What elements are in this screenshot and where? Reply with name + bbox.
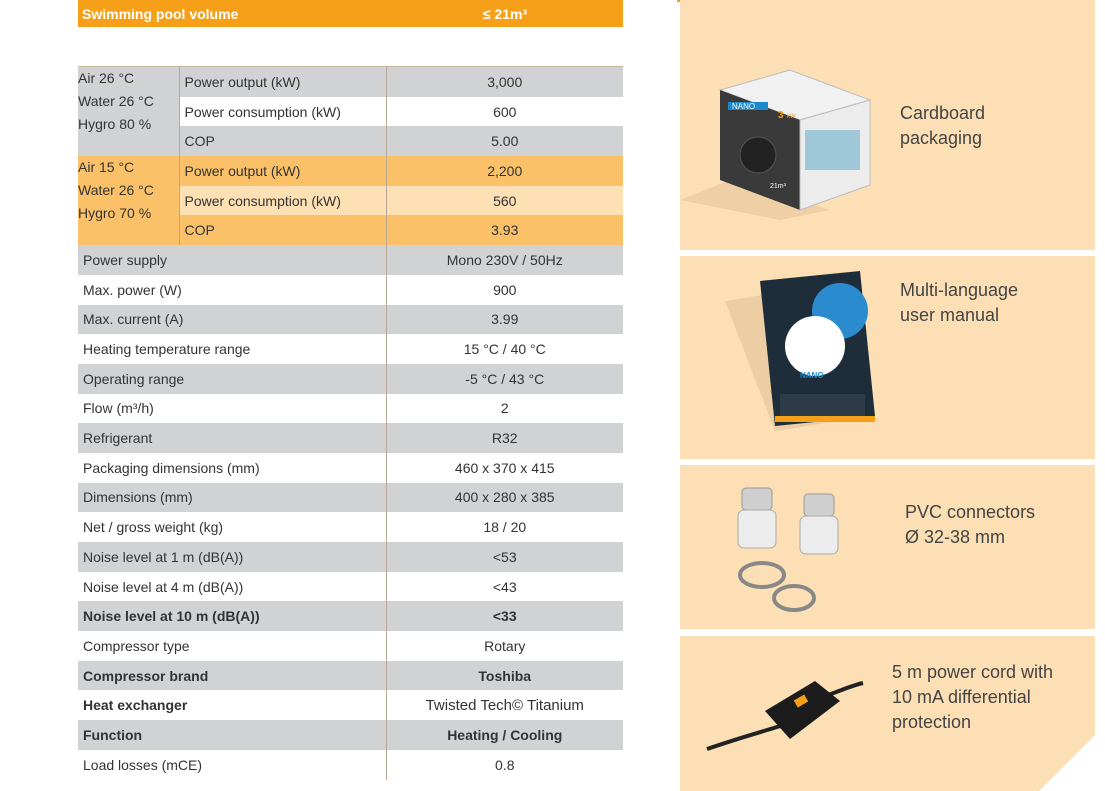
accessory-panel-packaging [680, 0, 1095, 250]
table-row [78, 364, 623, 394]
table-cell-value: 3,000 [386, 67, 623, 97]
table-cell-value: 560 [386, 186, 623, 216]
table-cell-value: Twisted Tech© Titanium [386, 690, 623, 720]
table-cell-label: Heat exchanger [78, 690, 386, 720]
pool-volume-value: ≤ 21m³ [482, 5, 528, 22]
table-row [78, 690, 623, 720]
table-cell-label: Refrigerant [78, 423, 386, 453]
table-cell-value: 3.93 [386, 215, 623, 245]
table-row [78, 542, 623, 572]
table-cell-label: Net / gross weight (kg) [78, 512, 386, 542]
table-row [78, 394, 623, 424]
condition-b-water: Water 26 °C [78, 182, 154, 199]
table-cell-label: COP [179, 126, 386, 156]
table-cell-label: Noise level at 1 m (dB(A)) [78, 542, 386, 572]
accessory-panel-manual [680, 256, 1095, 459]
table-cell-label: Flow (m³/h) [78, 394, 386, 424]
table-cell-value: 600 [386, 97, 623, 127]
table-cell-label: Compressor type [78, 631, 386, 661]
table-row [78, 720, 623, 750]
box-power-text: 3 [778, 110, 784, 121]
table-cell-label: Compressor brand [78, 661, 386, 691]
table-cell-label: Max. current (A) [78, 305, 386, 335]
table-cell-label: Heating temperature range [78, 334, 386, 364]
table-cell-value: 400 x 280 x 385 [386, 483, 623, 513]
condition-a-label [78, 67, 179, 157]
table-cell-value: 2,200 [386, 156, 623, 186]
table-row [78, 334, 623, 364]
table-row [78, 275, 623, 305]
table-cell-label: Power consumption (kW) [179, 186, 386, 216]
table-cell-label: Power consumption (kW) [179, 97, 386, 127]
table-cell-value: 460 x 370 x 415 [386, 453, 623, 483]
table-row [78, 750, 623, 780]
table-row [78, 601, 623, 631]
table-cell-value: Rotary [386, 631, 623, 661]
table-cell-value: 5.00 [386, 126, 623, 156]
box-volume-text: 21m³ [770, 183, 786, 190]
table-cell-value: Heating / Cooling [386, 720, 623, 750]
condition-a-hygro: Hygro 80 % [78, 116, 152, 132]
corner-notch [1039, 735, 1095, 791]
table-row [78, 631, 623, 661]
condition-b-air: Air 15 °C [78, 159, 135, 176]
table-cell-value: <33 [386, 601, 623, 631]
table-row [78, 483, 623, 513]
table-cell-value: 900 [386, 275, 623, 305]
table-cell-value: <53 [386, 542, 623, 572]
accessory-panel-connectors [680, 465, 1095, 629]
pool-volume-label: Swimming pool volume [82, 5, 239, 22]
table-cell-label: Power output (kW) [179, 156, 386, 186]
table-row [78, 512, 623, 542]
table-cell-label: Power supply [78, 245, 386, 275]
table-cell-value: Mono 230V / 50Hz [386, 245, 623, 275]
table-cell-value: 15 °C / 40 °C [386, 334, 623, 364]
table-cell-label: Dimensions (mm) [78, 483, 386, 513]
table-cell-label: Function [78, 720, 386, 750]
table-row [78, 423, 623, 453]
table-row [78, 245, 623, 275]
manual-brand-text: NANO [800, 371, 824, 380]
table-cell-label: Operating range [78, 364, 386, 394]
table-cell-label: Packaging dimensions (mm) [78, 453, 386, 483]
table-cell-label: Noise level at 10 m (dB(A)) [78, 601, 386, 631]
table-row [78, 661, 623, 691]
box-power-unit: kW [787, 114, 796, 120]
table-cell-label: Max. power (W) [78, 275, 386, 305]
table-cell-label: COP [179, 215, 386, 245]
table-row [78, 305, 623, 335]
table-cell-value: 0.8 [386, 750, 623, 780]
accessory-caption: Multi-language user manual [900, 280, 1019, 325]
table-cell-value: -5 °C / 43 °C [386, 364, 623, 394]
accessory-caption: Cardboard packaging [900, 103, 986, 148]
table-cell-value: 2 [386, 394, 623, 424]
table-row [78, 453, 623, 483]
table-cell-label: Noise level at 4 m (dB(A)) [78, 572, 386, 602]
condition-b-hygro: Hygro 70 % [78, 205, 152, 222]
power-cord-icon [705, 671, 865, 761]
condition-a-water: Water 26 °C [78, 93, 154, 109]
accessory-caption: 5 m power cord with 10 mA differential protection [892, 662, 1054, 732]
table-cell-value: <43 [386, 572, 623, 602]
condition-a-air: Air 26 °C [78, 70, 135, 86]
table-cell-value: 3.99 [386, 305, 623, 335]
table-cell-label: Power output (kW) [179, 67, 386, 97]
pvc-connectors-icon [730, 480, 860, 620]
cardboard-box-icon [670, 60, 880, 220]
spec-table [78, 66, 623, 780]
user-manual-icon [720, 266, 890, 446]
box-brand-text: NANO [732, 102, 756, 111]
table-cell-label: Load losses (mCE) [78, 750, 386, 780]
pool-volume-header [78, 0, 623, 27]
table-cell-value: Toshiba [386, 661, 623, 691]
table-cell-value: 18 / 20 [386, 512, 623, 542]
accessory-caption: PVC connectors Ø 32-38 mm [905, 502, 1036, 547]
table-row [78, 572, 623, 602]
accessory-panel-power-cord [680, 636, 1095, 791]
condition-b-label [78, 156, 179, 245]
table-cell-value: R32 [386, 423, 623, 453]
